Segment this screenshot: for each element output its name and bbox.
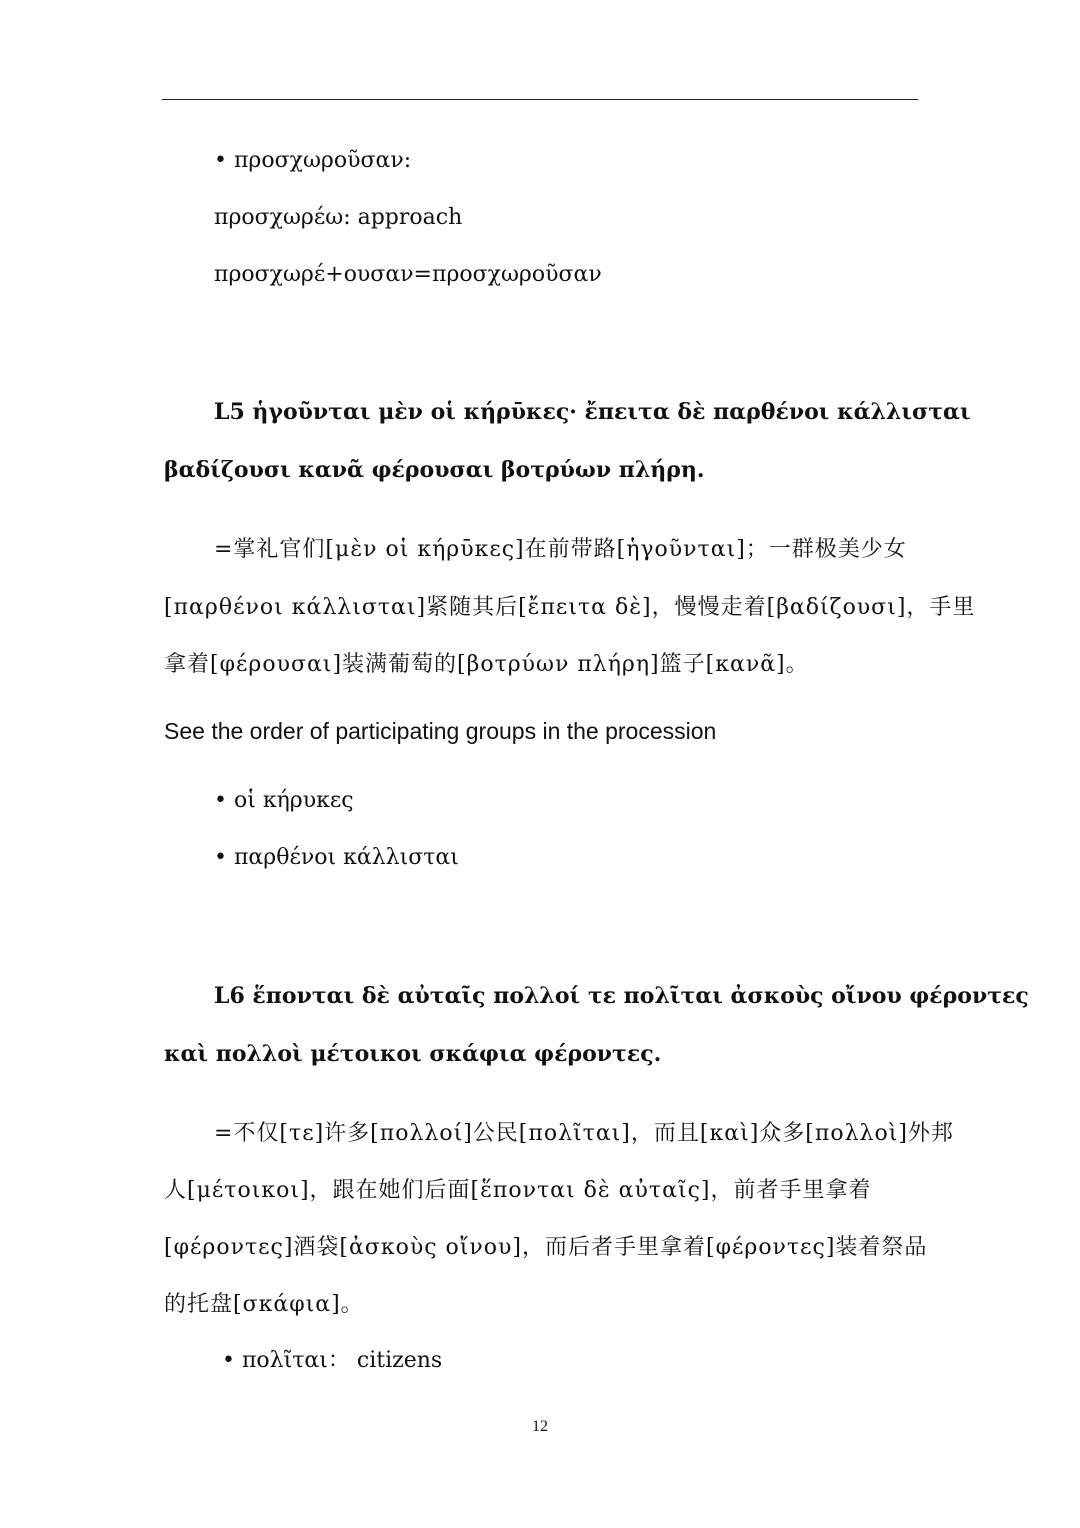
vocab-bullet-proschorousan: • προσχωροῦσαν: (214, 148, 412, 173)
L6-translation-line3: [φέροντες]酒袋[ἀσκοὺς οἴνου]，而后者手里拿着[φέροντες]装着祭品 (164, 1235, 928, 1260)
L5-note: See the order of participating groups in the procession (164, 718, 717, 744)
L6-bullet-politai: • πολῖται： citizens (222, 1348, 443, 1373)
vocab-morphology: προσχωρέ+ουσαν=προσχωροῦσαν (214, 262, 602, 287)
page-number: 12 (532, 1418, 548, 1435)
L5-greek-line2: βαδίζουσι κανᾶ φέρουσαι βοτρύων πλήρη. (164, 457, 705, 483)
vocab-definition: προσχωρέω: approach (214, 205, 463, 230)
L5-bullet-parthenoi: • παρθένοι κάλλισται (214, 845, 459, 870)
L6-translation-line4: 的托盘[σκάφια]。 (164, 1292, 364, 1317)
L6-translation-line2: 人[μέτοικοι]，跟在她们后面[ἕπονται δὲ αὐταῖς]，前者手里拿着 (164, 1178, 872, 1203)
L5-translation-line2: [παρθένοι κάλλισται]紧随其后[ἔπειτα δὲ]，慢慢走着[βαδίζουσι]，手里 (164, 595, 976, 620)
L5-bullet-kerykes: • οἱ κήρυκες (214, 788, 354, 813)
L5-greek-line1: L5 ἡγοῦνται μὲν οἱ κήρῡκες· ἔπειτα δὲ παρθένοι κάλλισται (214, 399, 971, 425)
L5-translation-line1: =掌礼官们[μὲν οἱ κήρῡκες]在前带路[ἡγοῦνται]；一群极美少女 (214, 537, 907, 562)
L6-greek-line1: L6 ἕπονται δὲ αὐταῖς πολλοί τε πολῖται ἀσκοὺς οἴνου φέροντες (214, 983, 1029, 1009)
L5-translation-line3: 拿着[φέρουσαι]装满葡萄的[βοτρύων πλήρη]篮子[κανᾶ]。 (164, 652, 809, 677)
header-rule (162, 99, 918, 100)
L6-translation-line1: =不仅[τε]许多[πολλοί]公民[πολῖται]，而且[καὶ]众多[πολλοὶ]外邦 (214, 1121, 954, 1146)
L6-greek-line2: καὶ πολλοὶ μέτοικοι σκάφια φέροντες. (164, 1041, 662, 1067)
